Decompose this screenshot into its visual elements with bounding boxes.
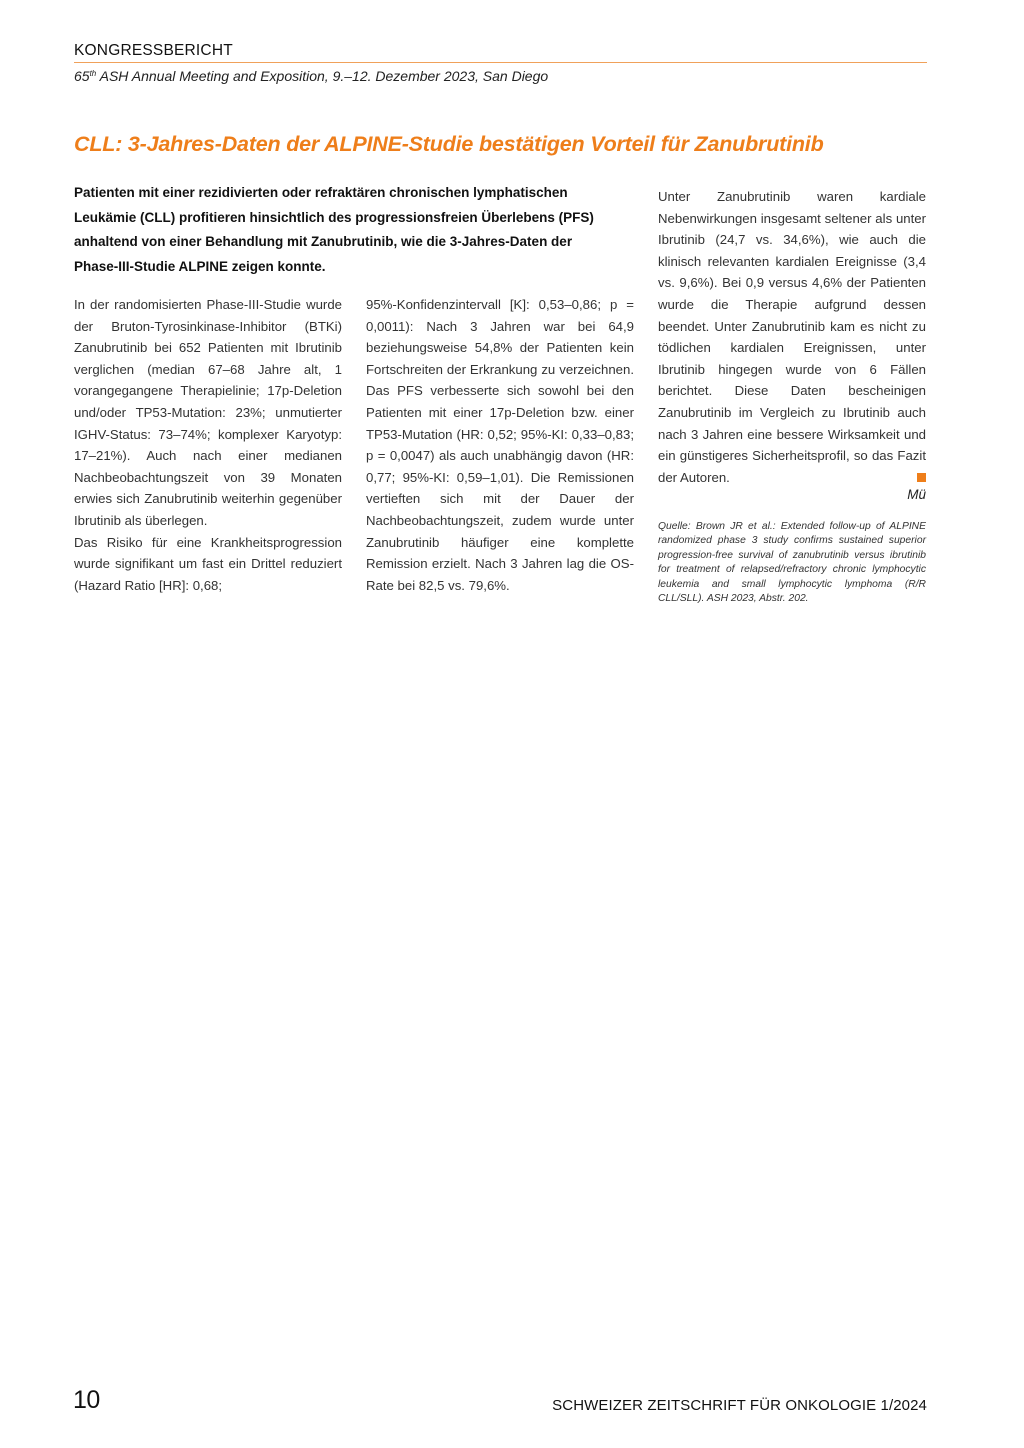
end-square-icon: [917, 473, 926, 482]
text-column-1: [74, 294, 342, 596]
section-label: KONGRESSBERICHT: [74, 42, 233, 59]
event-line: [74, 68, 548, 84]
paragraph-text: Unter Zanubrutinib waren kardiale Nebenwirkungen insgesamt seltener als unter Ibrutinib (24,7 vs. 34,6%), wie auch die klinisch relevanten kardialen Ereignisse (3,4 vs. 9,6%). Bei 0,9 versus 4,6% der Patienten wurde die Therapie aufgrund dessen beendet. Unter Zanubrutinib kam es nicht zu tödlichen kardialen Ereignissen, unter Ibrutinib hingegen wurde von 6 Fällen berichtet. Diese Daten bescheinigen Zanubrutinib im Vergleich zu Ibrutinib auch nach 3 Jahren eine bessere Wirksamkeit und ein günstigeres Sicherheitsprofil, so das Fazit der Autoren.: [658, 189, 926, 485]
paragraph: In der randomisierten Phase-III-Studie wurde der Bruton-Tyrosinkinase-Inhibitor (BTKi) Zanubrutinib bei 652 Patienten mit Ibrutinib verglichen (median 67–68 Jahre alt, 1 vorangegangene Therapielinie; 17p-Deletion und/oder TP53-Mutation: 23%; unmutierter IGHV-Status: 73–74%; komplexer Karyotyp: 17–21%). Auch nach einer medianen Nachbeobachtungszeit von 39 Monaten erwies sich Zanubrutinib weiterhin gegenüber Ibrutinib als überlegen.: [74, 297, 342, 528]
author-initials: Mü: [907, 487, 926, 502]
event-ordinal: th: [89, 69, 97, 78]
journal-name: SCHWEIZER ZEITSCHRIFT FÜR ONKOLOGIE 1/2024: [552, 1397, 927, 1414]
text-column-3: [658, 186, 926, 488]
paragraph: Das Risiko für eine Krankheitsprogression wurde signifikant um fast ein Drittel reduziert (Hazard Ratio [HR]: 0,68;: [74, 534, 342, 593]
event-description: ASH Annual Meeting and Exposition, 9.–12. Dezember 2023, San Diego: [96, 68, 549, 84]
event-number: 65: [74, 68, 90, 84]
source-citation: Quelle: Brown JR et al.: Extended follow-up of ALPINE randomized phase 3 study confirms sustained superior progression-free survival of zanubrutinib versus ibrutinib for treatment of relapsed/refractory chronic lymphocytic leukemia and small lymphocytic lymphoma (R/R CLL/SLL). ASH 2023, Abstr. 202.: [658, 521, 926, 605]
paragraph: [658, 186, 926, 488]
article-lead: Patienten mit einer rezidivierten oder refraktären chronischen lymphatischen Leukämie (CLL) profitieren hinsichtlich des progressionsfreien Überlebens (PFS) anhaltend von einer Behandlung mit Zanubrutinib, wie die 3-Jahres-Daten der Phase-III-Studie ALPINE zeigen konnte.: [74, 185, 594, 274]
text-column-2: [366, 294, 634, 596]
page-number: 10: [73, 1386, 100, 1414]
header-rule: [74, 62, 927, 63]
article-title: CLL: 3-Jahres-Daten der ALPINE-Studie bestätigen Vorteil für Zanubrutinib: [74, 132, 824, 156]
paragraph: 95%-Konfidenzintervall [K]: 0,53–0,86; p = 0,0011): Nach 3 Jahren war bei 64,9 beziehungsweise 54,8% der Patienten kein Fortschreiten der Erkrankung zu verzeichnen. Das PFS verbesserte sich sowohl bei den Patienten mit einer 17p-Deletion bzw. einer TP53-Mutation (HR: 0,52; 95%-KI: 0,33–0,83; p = 0,0047) als auch unabhängig davon (HR: 0,77; 95%-KI: 0,59–1,01). Die Remissionen vertieften sich mit der Dauer der Nachbeobachtungszeit, zudem wurde unter Zanubrutinib häufiger eine komplette Remission erzielt. Nach 3 Jahren lag die OS-Rate bei 82,5 vs. 79,6%.: [366, 297, 634, 593]
